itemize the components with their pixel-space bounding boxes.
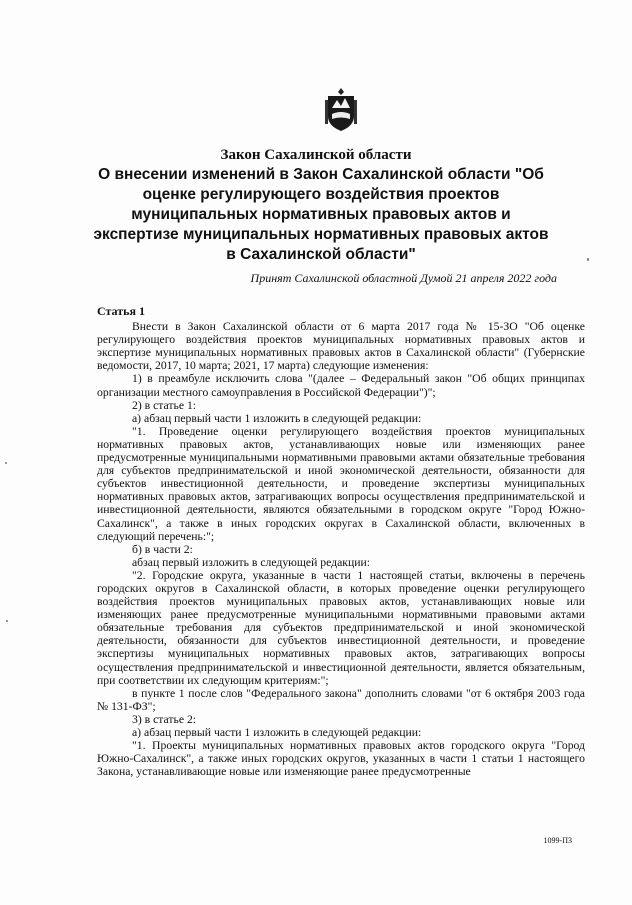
document-code: 1099-П3 <box>543 836 572 845</box>
law-title: О внесении изменений в Закон Сахалинской области "Об оценке регулирующего воздействия проектов муниципальных нормативных правовых актов и экспертизе муниципальных нормативных правовых актов в Сахалинской области" <box>93 166 549 263</box>
scan-speck <box>6 620 8 622</box>
adoption-note: Принят Сахалинской областной Думой 21 апреля 2022 года <box>250 271 557 285</box>
paragraph: "1. Проведение оценки регулирующего воздействия проектов муниципальных нормативных правовых актов, устанавливающих новые или изменяющих ранее предусмотренные муниципальными нормативными правовыми актами обязательные требования для субъектов предпринимательской и иной экономической деятельности, обязанности для субъектов инвестиционной деятельности, и проведение экспертизы муниципальных нормативных правовых актов, затрагивающих вопросы осуществления предпринимательской и инвестиционной деятельности, являются обязательными в городском округе "Город Южно-Сахалинск", а также в иных городских округах в Сахалинской области, включенных в следующий перечень:"; <box>97 424 585 543</box>
paragraph: б) в части 2: <box>132 542 193 556</box>
paragraph: "1. Проекты муниципальных нормативных правовых актов городского округа "Город Южно-Сахалинск", а также иных городских округов, указанных в части 1 статьи 1 настоящего Закона, устанавливающие новые или изменяющие ранее предусмотренные <box>97 739 585 779</box>
paragraph: а) абзац первый части 1 изложить в следующей редакции: <box>132 411 422 425</box>
document-body <box>97 305 585 778</box>
scan-speck <box>587 258 589 261</box>
paragraph: Внести в Закон Сахалинской области от 6 марта 2017 года № 15-ЗО "Об оценке регулирующего воздействия проектов муниципальных нормативных правовых актов и экспертизе муниципальных нормативных правовых актов в Сахалинской области" (Губернские ведомости, 2017, 10 марта; 2021, 17 марта) следующие изменения: <box>97 320 585 373</box>
paragraph: а) абзац первый части 1 изложить в следующей редакции: <box>132 726 422 739</box>
paragraph: 3) в статье 2: <box>132 712 197 726</box>
law-title-line: Закон Сахалинской области <box>220 147 412 163</box>
article-title: Статья 1 <box>97 304 145 318</box>
paragraph: абзац первый изложить в следующей редакции: <box>132 555 370 569</box>
paragraph: "2. Городские округа, указанные в части 1 настоящей статьи, включены в перечень городских округов в Сахалинской области, в которых проведение оценки регулирующего воздействия проектов муниципальных правовых актов, устанавливающих новые или изменяющих ранее предусмотренные муниципальными нормативными правовыми актами обязательные требования для субъектов предпринимательской и иной экономической деятельности, обязанности для субъектов инвестиционной деятельности, и проведение экспертизы муниципальных нормативных правовых актов, затрагивающих вопросы осуществления предпринимательской и инвестиционной деятельности, является обязательным, при соответствии их следующим критериям:"; <box>97 568 585 687</box>
scan-speck <box>5 462 7 464</box>
paragraph: 1) в преамбуле исключить слова "(далее – Федеральный закон "Об общих принципах организации местного самоуправления в Российской Федерации")"; <box>97 372 585 399</box>
coat-of-arms-icon <box>325 86 357 132</box>
paragraph: в пункте 1 после слов "Федерального закона" дополнить словами "от 6 октября 2003 года № 131-ФЗ"; <box>97 686 585 713</box>
paragraph: 2) в статье 1: <box>132 398 197 412</box>
